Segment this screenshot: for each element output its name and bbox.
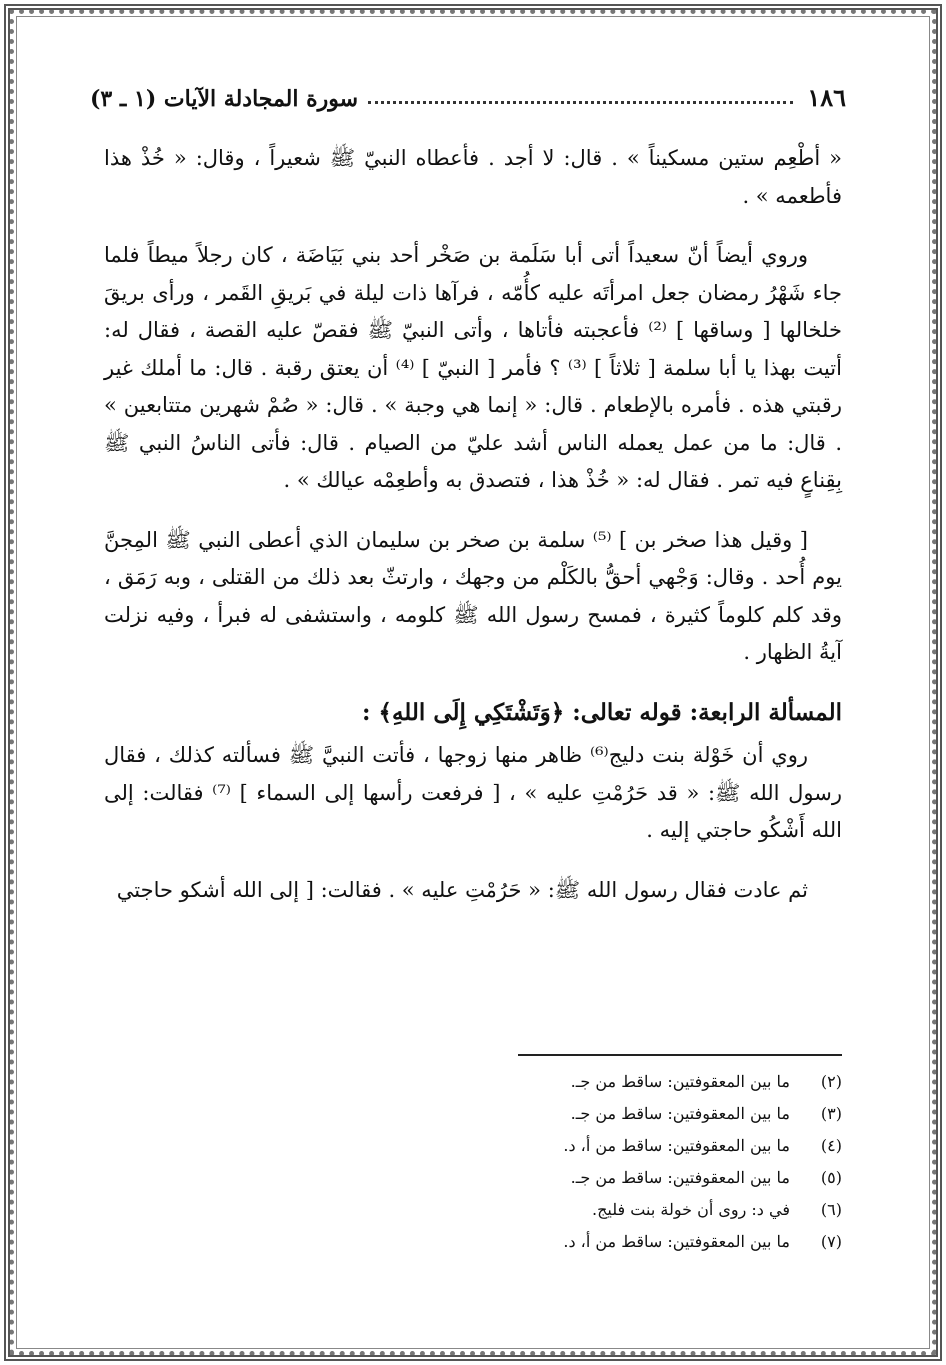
section-paragraph-2: ثم عادت فقال رسول الله ﷺ: « حَرُمْتِ عليه » . فقالت: [ إلى الله أشكو حاجتي	[116, 877, 808, 902]
paragraph-1: « أطْعِم ستين مسكيناً » . قال: لا أجد . فأعطاه النبيّ ﷺ شعيراً ، وقال: « خُذْ هذا فأطعمه » .	[104, 146, 842, 208]
footnote-text: في د: روى أن خولة بنت فليج.	[592, 1200, 790, 1219]
footnote-number: (٤)	[820, 1136, 842, 1155]
footnote	[300, 1066, 842, 1098]
footnote-text: ما بين المعقوفتين: ساقط من جـ.	[570, 1104, 790, 1123]
paragraph-3: [ وقيل هذا صخر بن ] ⁽⁵⁾ سلمة بن صخر بن سليمان الذي أعطى النبي ﷺ المِجنَّ يوم أُحد . وقال: وَجْهي أحقُّ بالكَلْم من وجهك ، وارتثّ بعد ذلك من القتلى ، وبه رَمَق ، وقد كلم كلوماً كثيرة ، فمسح رسول الله ﷺ كلومه ، واستشفى له فبرأ ، وفيه نزلت آيةُ الظهار .	[104, 527, 842, 664]
footnote-text: ما بين المعقوفتين: ساقط من أ، د.	[563, 1136, 790, 1155]
running-title: سورة المجادلة الآيات (١ ـ ٣)	[90, 86, 359, 112]
page-header	[90, 72, 846, 112]
footnote	[300, 1098, 842, 1130]
footnote	[300, 1194, 842, 1226]
footnote-number: (٣)	[820, 1104, 842, 1123]
footnote-text: ما بين المعقوفتين: ساقط من جـ.	[570, 1072, 790, 1091]
header-dotted-leader	[368, 101, 793, 104]
section-paragraph-1: روي أن خَوْلة بنت دليج⁽⁶⁾ ظاهر منها زوجها ، فأتت النبيَّ ﷺ فسألته كذلك ، فقال رسول الله ﷺ: « قد حَرُمْتِ عليه » ، [ فرفعت رأسها إلى السماء ] ⁽⁷⁾ فقالت: إلى الله أَشْكُو حاجتي إليه .	[104, 743, 843, 842]
footnote-text: ما بين المعقوفتين: ساقط من أ، د.	[563, 1232, 790, 1251]
footnote-separator	[518, 1054, 842, 1056]
main-text	[104, 140, 842, 931]
page-number: ١٨٦	[807, 83, 846, 112]
footnotes	[300, 1066, 842, 1258]
footnote	[300, 1130, 842, 1162]
footnote	[300, 1226, 842, 1258]
footnote-number: (٥)	[820, 1168, 842, 1187]
footnote	[300, 1162, 842, 1194]
paragraph-2: وروي أيضاً أنّ سعيداً أتى أبا سَلَمة بن صَخْر أحد بني بَيَاضَة ، كان رجلاً ميطاً فلما جاء شَهْرُ رمضان جعل امرأتَه عليه كأُمّه ، فرآها ذات ليلة في بَريقِ القَمر ، ورأى بريقَ خلخالها [ وساقها ] ⁽²⁾ فأعجبته فأتاها ، وأتى النبيّ ﷺ فقصّ عليه القصة ، فقال له: أتيت بهذا يا أبا سلمة [ ثلاثاً ] ⁽³⁾ ؟ فأمر [ النبيّ ] ⁽⁴⁾ أن يعتق رقبة . قال: ما أملك غير رقبتي هذه . فأمره بالإطعام . قال: « إنما هي وجبة » . قال: « صُمْ شهرين متتابعين » . قال: ما من عمل يعمله الناس أشد عليّ من الصيام . قال: فأتى الناسُ النبي ﷺ بِقِناعٍ فيه تمر . فقال له: « خُذْ هذا ، فتصدق به وأطعِمْه عيالك » .	[104, 243, 842, 492]
footnote-number: (٧)	[820, 1232, 842, 1251]
footnote-number: (٢)	[820, 1072, 842, 1091]
section-heading: المسألة الرابعة: قوله تعالى: ﴿وَتَشْتَكِي إِلَى اللهِ﴾ :	[362, 698, 842, 726]
footnote-text: ما بين المعقوفتين: ساقط من جـ.	[570, 1168, 790, 1187]
footnote-number: (٦)	[820, 1200, 842, 1219]
